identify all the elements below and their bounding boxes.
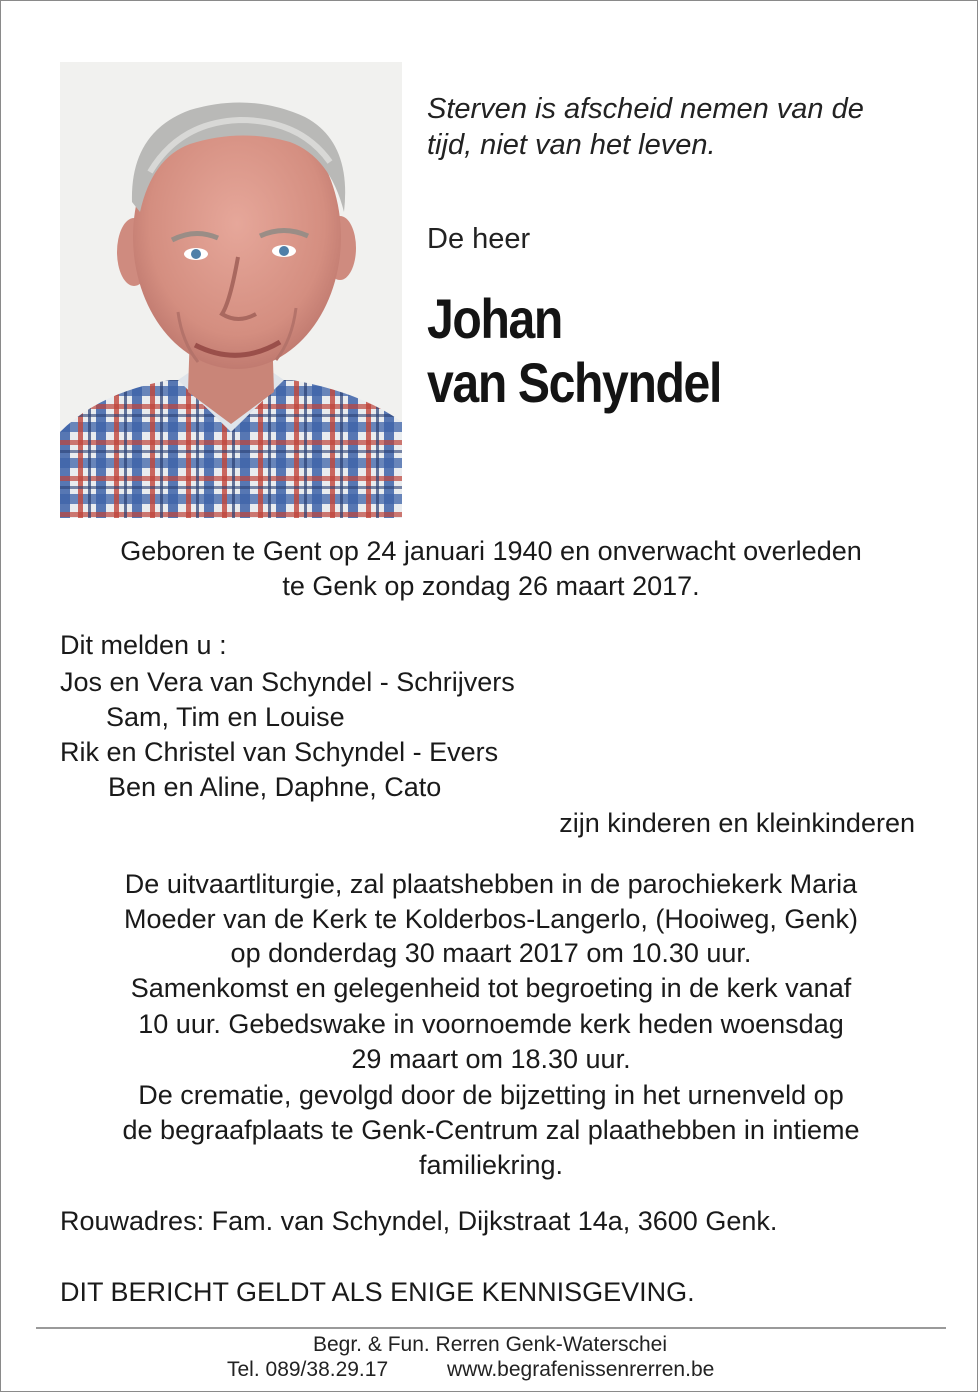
honorific-title: De heer xyxy=(427,223,531,255)
family-line: Rik en Christel van Schyndel - Evers xyxy=(60,737,499,767)
portrait-photo xyxy=(60,62,402,518)
ceremony-line: 29 maart om 18.30 uur. xyxy=(351,1044,631,1074)
ceremony-line: de begraafplaats te Genk-Centrum zal plaathebben in intieme xyxy=(122,1115,860,1145)
last-name: van Schyndel xyxy=(427,351,721,414)
ceremony-line: Samenkomst en gelegenheid tot begroeting in de kerk vanaf xyxy=(130,973,852,1003)
family-line: Sam, Tim en Louise xyxy=(106,702,345,732)
footer-divider xyxy=(36,1327,946,1329)
ceremony-line: De uitvaartliturgie, zal plaatshebben in de parochiekerk Maria xyxy=(124,869,858,899)
announcers-intro: Dit melden u : xyxy=(60,630,227,660)
family-line: Ben en Aline, Daphne, Cato xyxy=(108,772,442,802)
relation-line: zijn kinderen en kleinkinderen xyxy=(559,808,915,838)
ceremony-line: op donderdag 30 maart 2017 om 10.30 uur. xyxy=(230,938,752,968)
deceased-name xyxy=(427,287,721,415)
ceremony-line: 10 uur. Gebedswake in voornoemde kerk heden woensdag xyxy=(138,1009,844,1039)
motto-quote xyxy=(427,91,927,163)
notice-line: DIT BERICHT GELDT ALS ENIGE KENNISGEVING. xyxy=(60,1277,695,1307)
ceremony-line: familiekring. xyxy=(418,1150,564,1180)
motto-line: tijd, niet van het leven. xyxy=(427,129,716,161)
funeral-home-name: Begr. & Fun. Rerren Genk-Waterschei xyxy=(312,1333,668,1356)
mourning-address: Rouwadres: Fam. van Schyndel, Dijkstraat 14a, 3600 Genk. xyxy=(60,1206,778,1236)
first-name: Johan xyxy=(427,287,562,350)
ceremony-line: Moeder van de Kerk te Kolderbos-Langerlo, (Hooiweg, Genk) xyxy=(124,904,858,934)
birth-death-line: te Genk op zondag 26 maart 2017. xyxy=(282,571,700,601)
funeral-home-website[interactable]: www.begrafenissenrerren.be xyxy=(447,1358,715,1381)
family-line: Jos en Vera van Schyndel - Schrijvers xyxy=(60,667,515,697)
ceremony-line: De crematie, gevolgd door de bijzetting in het urnenveld op xyxy=(138,1080,844,1110)
motto-line: Sterven is afscheid nemen van de xyxy=(427,93,864,125)
funeral-home-phone: Tel. 089/38.29.17 xyxy=(227,1358,389,1381)
birth-death-line: Geboren te Gent op 24 januari 1940 en onverwacht overleden xyxy=(120,536,862,566)
